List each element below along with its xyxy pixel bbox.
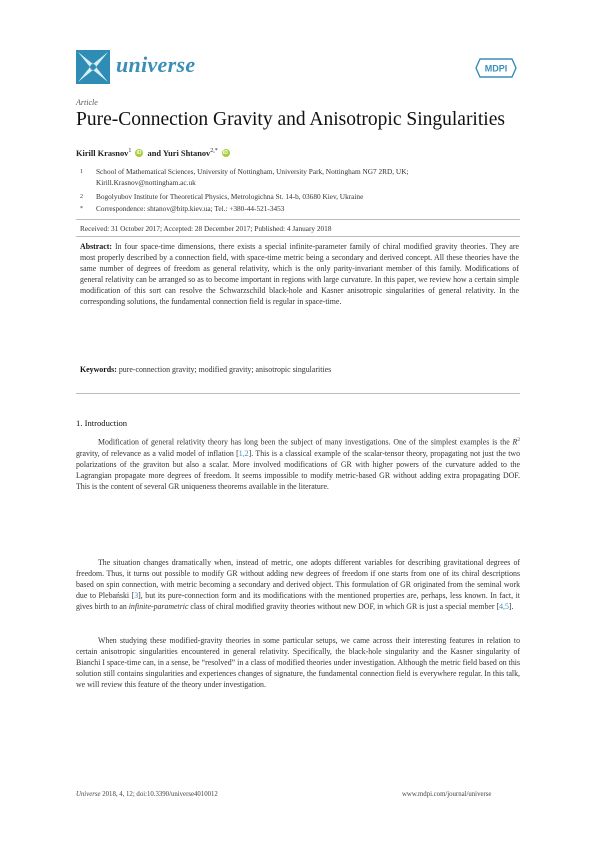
author-email[interactable]: Kirill.Krasnov@nottingham.ac.uk [96,177,196,187]
affiliation-line: School of Mathematical Sciences, University of Nottingham, University Park, Nottingham NG7 2RD, UK; [96,167,409,176]
author-sup-2: 2,* [210,148,218,154]
intro-paragraph-1: Modification of general relativity theory has long been the subject of many investigations. One of the simplest examples is the $R^2$ gravity, of relevance as a valid model of inflation [1,2]. This is a classical example of the scalar-tensor theory, propagating not just the two polarizations of the graviton but also a scalar. More involved modifications of GR with higher powers of the curvature added to the Lagrangian propagate more degrees of freedom. It seems impossible to modify metric-based GR without adding extra propagating DOF. This is the content of several GR uniqueness theorems available in the literature. [76,437,520,491]
author-name-1[interactable]: Kirill Krasnov [76,148,129,158]
citation-link[interactable]: 3 [134,591,139,601]
affiliation-2 [80,192,520,203]
mdpi-logo-icon [474,57,518,79]
article-title: Pure-Connection Gravity and Anisotropic Singularities [76,109,505,130]
orcid-icon[interactable] [222,149,230,157]
footer-citation: Universe 2018, 4, 12; doi:10.3390/universe4010012 [76,791,218,798]
author-name-2[interactable]: Yuri Shtanov [162,148,211,158]
author-conjunction: and [147,148,162,158]
citation-link[interactable]: 1,2 [238,448,249,458]
universe-logo-icon [76,50,110,84]
affiliation-mark: * [80,206,83,212]
correspondence-line: Correspondence: shtanov@bitp.kiev.ua; Tel.: +380-44-521-3453 [96,204,285,213]
affiliation-mark: 1 [80,169,83,175]
footer-url[interactable]: www.mdpi.com/journal/universe [402,791,492,798]
journal-name: universe [116,52,196,77]
orcid-icon[interactable] [135,149,143,157]
divider [76,219,520,220]
intro-paragraph-2: The situation changes dramatically when, instead of metric, one adopts different variables for describing gravitational degrees of freedom. Thus, it turns out possible to modify GR without adding new degrees of freedom if one starts from one of its chiral descriptions based on spin connection, with metric becoming a secondary and derived object. This formulation of GR originated from the seminal work due to Plebański [3], but its pure-connection form and its modifications with the mentioned properties are, perhaps, less known. In fact, it gives birth to an infinite-parametric class of chiral modified gravity theories without new DOF, in which GR is just a special member [4,5]. [76,558,520,612]
section-heading: 1. Introduction [76,418,128,428]
affiliation-line: Bogolyubov Institute for Theoretical Physics, Metrologichna St. 14-b, 03680 Kiev, Ukraine [96,192,364,201]
divider [76,236,520,237]
abstract-label: Abstract: [80,242,112,251]
mdpi-logo-text: MDPI [484,63,508,74]
divider [76,393,520,394]
intro-paragraph-3: When studying these modified-gravity theories in some particular setups, we came across their interesting features in relation to certain anisotropic singularities encountered in general relativity. Specifically, the black-hole singularity and the Kasner singularity of Bianchi I space-time can, in a sense, be “resolved” in a class of modified theories under investigation. Although the metric field based on this solution still contains singularities and experiences changes of signature, the fundamental connection field is everywhere regular. In this talk, we will review this feature of the theory under investigation. [76,636,520,690]
keywords [80,365,331,374]
author-sup-1: 1 [128,148,132,154]
abstract [80,241,519,307]
affiliation-mark: 2 [80,194,83,200]
keywords-label: Keywords: [80,365,117,374]
citation-link[interactable]: 4,5 [499,602,509,612]
keywords-text: pure-connection gravity; modified gravity; anisotropic singularities [118,365,332,374]
publication-dates: Received: 31 October 2017; Accepted: 28 December 2017; Published: 4 January 2018 [80,224,332,233]
article-type: Article [76,98,98,107]
abstract-text: In four space-time dimensions, there exists a special infinite-parameter family of chiral modified gravity theories. They are most properly described by a connection field, with space-time metric being a secondary and derived concept. All these theories have the same number of degrees of freedom as general relativity, which is the only parity-invariant member of this family. Modifications of general relativity can be arranged so as to become important in regions with large curvature. In this paper, we review how a certain simple modification of this sort can resolve the Schwarzschild black-hole and Kasner anisotropic singularities of general relativity. In the corresponding solutions, the fundamental connection field is regular in space-time. [80,242,519,306]
affiliation-1 [80,167,520,188]
correspondence [80,204,520,215]
author-list [76,148,232,158]
